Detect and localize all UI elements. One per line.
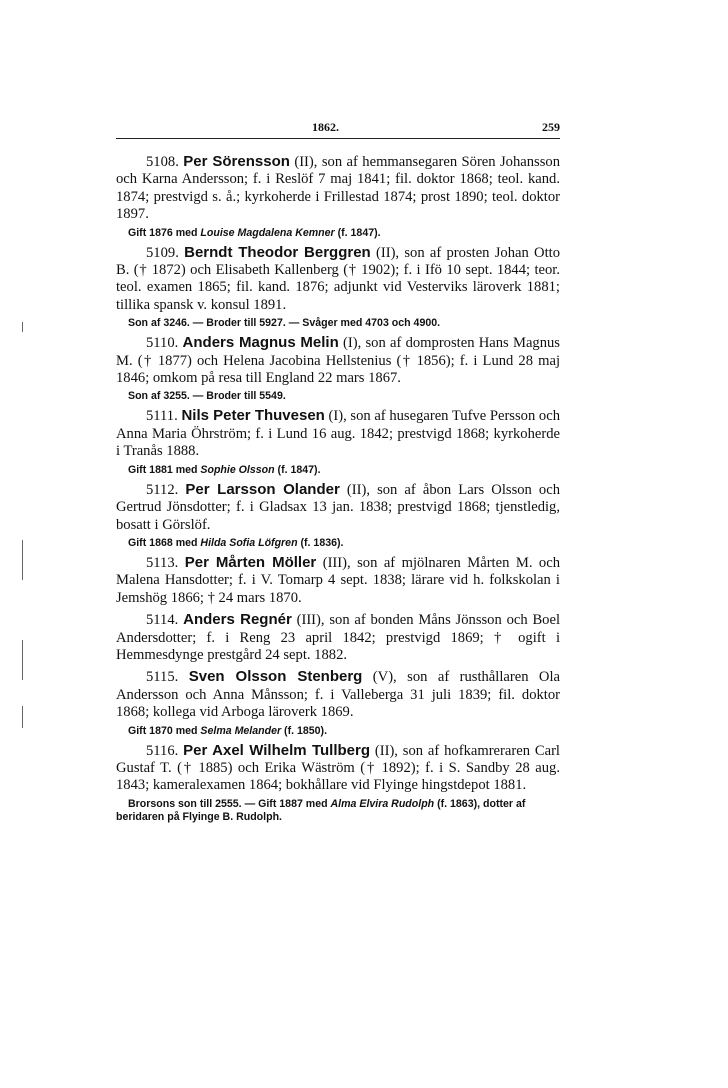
entry-note [116, 317, 560, 330]
entry-body [116, 481, 560, 534]
entry-body [116, 554, 560, 607]
entry-name: Per Axel Wilhelm Tullberg [183, 741, 371, 759]
note-text-end: (f. 1847). [274, 463, 321, 476]
note-spouse: Sophie Olsson [200, 463, 275, 476]
margin-mark [22, 706, 23, 728]
entry-number: 5114. [146, 612, 179, 629]
page-number: 259 [542, 120, 560, 134]
entry [116, 244, 560, 331]
entry-note [116, 227, 560, 240]
note-text: Brorsons son till 2555. — Gift 1887 med [128, 797, 331, 810]
entry-list [116, 153, 560, 824]
entry [116, 407, 560, 476]
entry-number: 5116. [146, 742, 179, 759]
note-text-end: (f. 1850). [281, 724, 328, 737]
entry-name: Anders Magnus Melin [182, 334, 339, 352]
entry-number: 5115. [146, 669, 179, 686]
entry-name: Per Sörensson [183, 153, 290, 170]
note-spouse: Louise Magdalena Kemner [200, 226, 335, 239]
entry-text: (II), son af prosten Johan Otto B. († 1872) och Elisabeth Kallenberg († 1902); f. i Ifö 10 sept. 1844; teor. teol. examen 1865; fil. kand. 1876; adjunkt vid Vesterviks läroverk 1881; tillika spansk v. konsul 1891. [116, 244, 561, 313]
note-spouse: Hilda Sofia Löfgren [200, 536, 298, 549]
entry-body [116, 668, 560, 721]
note-spouse: Alma Elvira Rudolph [330, 797, 435, 810]
entry-number: 5113. [146, 554, 179, 571]
margin-mark [22, 640, 23, 680]
entry [116, 481, 560, 550]
note-spouse: Selma Melander [200, 724, 282, 737]
note-text: Gift 1881 med [128, 463, 201, 476]
entry-text: (III), son af bonden Måns Jönsson och Boel Andersdotter; f. i Reng 23 april 1842; prestvigd 1869; † ogift i Hemmesdynge prestgård 24 sept. 1882. [116, 612, 561, 663]
entry-name: Nils Peter Thuvesen [181, 407, 325, 425]
entry-body [116, 244, 560, 315]
note-text-end: (f. 1847). [334, 226, 381, 239]
entry-body [116, 334, 560, 387]
entry-text: (III), son af mjölnaren Mårten M. och Malena Hansdotter; f. i V. Tomarp 4 sept. 1838; lärare vid h. folkskolan i Jemshög 1866; † 24 mars 1870. [116, 554, 560, 606]
note-text: Gift 1876 med [128, 226, 201, 239]
entry-body [116, 407, 560, 460]
entry-text: (I), son af domprosten Hans Magnus M. († 1877) och Helena Jacobina Hellstenius († 1856); f. i Lund 28 maj 1846; omkom på resa till England 22 mars 1867. [116, 335, 560, 387]
entry-number: 5110. [146, 335, 179, 352]
entry [116, 668, 560, 737]
entry-name: Anders Regnér [183, 611, 292, 629]
entry-text: (II), son af hofkamreraren Carl Gustaf T. († 1885) och Erika Wäström († 1892); f. i S. Sandby 28 aug. 1843; kameralexamen 1864; bokhållare vid Flyinge hingstdepot 1881. [116, 742, 560, 794]
entry [116, 611, 560, 664]
entry-number: 5108. [146, 154, 179, 170]
entry-name: Per Larsson Olander [185, 480, 340, 498]
entry-name: Berndt Theodor Berggren [184, 243, 371, 261]
entry [116, 742, 560, 824]
entry-note [116, 464, 560, 477]
header-year: 1862. [312, 120, 339, 134]
entry-note [116, 537, 560, 550]
entry-text: (II), son af åbon Lars Olsson och Gertrud Jönsdotter; f. i Gladsax 13 jan. 1838; prestvigd 1868; tjenstledig, bosatt i Görslöf. [116, 481, 560, 533]
entry-text: (I), son af husegaren Tufve Persson och Anna Maria Öhrström; f. i Lund 16 aug. 1842; prestvigd 1868; kyrkoherde i Tranås 1888. [116, 408, 560, 460]
page-header [116, 118, 560, 136]
entry-number: 5109. [146, 244, 179, 261]
note-text: Son af 3246. — Broder till 5927. — Svåger med 4703 och 4900. [128, 317, 441, 330]
document-page [116, 118, 560, 828]
entry [116, 153, 560, 240]
note-text-end: (f. 1863), dotter af beridaren på Flyinge B. Rudolph. [116, 797, 526, 823]
entry-name: Sven Olsson Stenberg [188, 668, 363, 686]
entry-body [116, 611, 560, 664]
entry-note [116, 725, 560, 738]
entry-note [116, 798, 560, 824]
entry-note [116, 390, 560, 403]
entry-name: Per Mårten Möller [184, 553, 317, 571]
margin-mark [22, 540, 23, 580]
entry-number: 5112. [146, 481, 179, 498]
note-text: Gift 1870 med [128, 724, 201, 737]
note-text-end: (f. 1836). [297, 536, 344, 549]
entry-number: 5111. [146, 408, 178, 425]
entry-text: (V), son af rusthållaren Ola Andersson och Anna Månsson; f. i Valleberga 31 juli 1839; fil. doktor 1868; kollega vid Arboga läroverk 1869. [116, 669, 561, 721]
entry [116, 554, 560, 607]
header-rule [116, 138, 560, 139]
note-text: Son af 3255. — Broder till 5549. [128, 390, 286, 403]
entry [116, 334, 560, 403]
note-text: Gift 1868 med [128, 536, 201, 549]
entry-body [116, 153, 560, 224]
margin-mark [22, 322, 23, 332]
entry-body [116, 742, 560, 795]
entry-text: (II), son af hemmansegaren Sören Johansson och Karna Andersson; f. i Reslöf 7 maj 1841; fil. doktor 1868; teol. kand. 1874; prestvigd s. å.; kyrkoherde i Frillestad 1874; prost 1890; teol. doktor 1897. [116, 154, 561, 223]
